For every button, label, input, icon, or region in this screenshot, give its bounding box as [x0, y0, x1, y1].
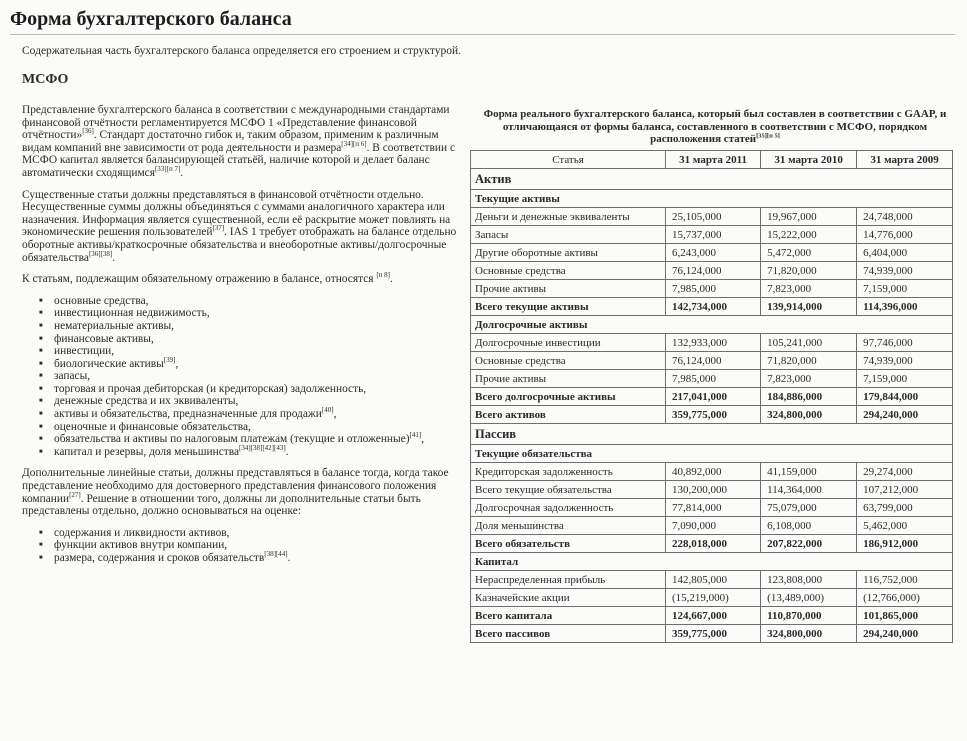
table-row — [471, 499, 953, 517]
value-cell: 142,805,000 — [666, 571, 761, 589]
assessment-criteria-list — [22, 527, 460, 565]
value-cell: 75,079,000 — [761, 499, 857, 517]
page-title: Форма бухгалтерского баланса — [10, 8, 292, 30]
value-cell: 123,808,000 — [761, 571, 857, 589]
value-cell: 179,844,000 — [857, 388, 953, 406]
footnote-ref[interactable]: [33][п 7] — [154, 165, 181, 174]
balance-sheet-table — [470, 150, 953, 643]
value-cell: 107,212,000 — [857, 481, 953, 499]
footnote-ref[interactable]: [35][п 5] — [756, 132, 780, 140]
value-cell: 7,823,000 — [761, 280, 857, 298]
row-label: Деньги и денежные эквиваленты — [471, 208, 666, 226]
list-item-text: запасы, — [54, 370, 91, 383]
text: К статьям, подлежащим обязательному отражению в балансе, относятся — [22, 273, 374, 286]
row-label: Пассив — [471, 424, 953, 445]
value-cell: 324,800,000 — [761, 406, 857, 424]
paragraph-2 — [22, 189, 460, 265]
value-cell: 71,820,000 — [761, 352, 857, 370]
value-cell: 7,823,000 — [761, 370, 857, 388]
value-cell: 359,775,000 — [666, 625, 761, 643]
mandatory-items-list — [22, 295, 460, 459]
list-item-text: активы и обязательства, предназначенные для продажи — [54, 408, 322, 421]
footnote-ref[interactable]: [36][38] — [88, 249, 113, 258]
table-body — [471, 169, 953, 643]
table-row — [471, 517, 953, 535]
value-cell: 7,159,000 — [857, 280, 953, 298]
row-label: Долгосрочные активы — [471, 316, 953, 334]
total-row — [471, 298, 953, 316]
list-item — [54, 408, 460, 421]
footnote-ref[interactable]: [36] — [82, 127, 94, 136]
table-row — [471, 280, 953, 298]
value-cell: 97,746,000 — [857, 334, 953, 352]
value-cell: 114,396,000 — [857, 298, 953, 316]
text: . В соответствии с МСФО капитал является балансирующей статьёй, наличие которой и делает баланс автоматически сходящимся — [22, 141, 455, 179]
table-row — [471, 571, 953, 589]
table-row — [471, 226, 953, 244]
footnote-ref[interactable]: [п 8] — [376, 271, 391, 280]
list-item-text: размера, содержания и сроков обязательств — [54, 552, 265, 564]
value-cell: 19,967,000 — [761, 208, 857, 226]
value-cell: 217,041,000 — [666, 388, 761, 406]
value-cell: 6,404,000 — [857, 244, 953, 262]
row-label: Другие оборотные активы — [471, 244, 666, 262]
row-label: Нераспределенная прибыль — [471, 571, 666, 589]
row-label: Всего текущие обязательства — [471, 481, 666, 499]
list-item-text: оценочные и финансовые обязательства, — [54, 420, 251, 433]
paragraph-4 — [22, 467, 460, 517]
row-label: Кредиторская задолженность — [471, 463, 666, 481]
list-item-text: функции активов внутри компании, — [54, 539, 228, 552]
value-cell: 63,799,000 — [857, 499, 953, 517]
value-cell: 29,274,000 — [857, 463, 953, 481]
value-cell: (13,489,000) — [761, 589, 857, 607]
list-item — [54, 446, 460, 459]
caption-text: Форма реального бухгалтерского баланса, который был составлен в соответствии с GAAP, и отличающаяся от формы баланса, составленного в соответствии с МСФО, порядком расположения статей — [483, 108, 947, 145]
footnote-ref[interactable]: [34][38][42][43] — [239, 444, 286, 453]
text: . Стандарт достаточно гибок и, таким образом, применим к различным видам компаний вне зависимости от рода деятельности и размера — [22, 129, 439, 154]
table-row — [471, 481, 953, 499]
list-item-text: финансовые активы, — [54, 332, 154, 345]
col-header-2011: 31 марта 2011 — [666, 151, 761, 169]
table-header-row — [471, 151, 953, 169]
punctuation: . — [285, 445, 289, 458]
subsection-row — [471, 445, 953, 463]
value-cell: 139,914,000 — [761, 298, 857, 316]
punctuation: . — [287, 552, 291, 564]
value-cell: 7,090,000 — [666, 517, 761, 535]
value-cell: 7,985,000 — [666, 280, 761, 298]
table-row — [471, 589, 953, 607]
value-cell: 5,472,000 — [761, 244, 857, 262]
value-cell: 25,105,000 — [666, 208, 761, 226]
footnote-ref[interactable]: [41] — [409, 431, 422, 440]
text: Существенные статьи должны представляться в финансовой отчётности отдельно. Несущественные суммы должны объединяться с суммами аналогичного характера или назначения. Информация является существенной, если её раскрытие может повлиять на экономические решения пользователей — [22, 188, 451, 239]
value-cell: 228,018,000 — [666, 535, 761, 553]
footnote-ref[interactable]: [27] — [69, 490, 81, 499]
value-cell: (15,219,000) — [666, 589, 761, 607]
section-row — [471, 424, 953, 445]
total-row — [471, 388, 953, 406]
footnote-ref[interactable]: [37] — [212, 224, 225, 233]
list-item — [54, 552, 460, 565]
footnote-ref[interactable]: [40] — [321, 406, 334, 415]
value-cell: 24,748,000 — [857, 208, 953, 226]
list-item — [54, 527, 460, 540]
paragraph-1 — [22, 104, 460, 180]
value-cell: 101,865,000 — [857, 607, 953, 625]
left-column — [22, 104, 460, 574]
table-caption — [470, 108, 960, 146]
value-cell: 76,124,000 — [666, 352, 761, 370]
value-cell: 110,870,000 — [761, 607, 857, 625]
list-item-text: торговая и прочая дебиторская (и кредиторская) задолженность, — [54, 382, 367, 395]
row-label: Всего пассивов — [471, 625, 666, 643]
value-cell: 124,667,000 — [666, 607, 761, 625]
subsection-row — [471, 190, 953, 208]
row-label: Доля меньшинства — [471, 517, 666, 535]
row-label: Прочие активы — [471, 280, 666, 298]
total-row — [471, 535, 953, 553]
punctuation: , — [421, 433, 425, 446]
row-label: Всего активов — [471, 406, 666, 424]
value-cell: 294,240,000 — [857, 406, 953, 424]
row-label: Капитал — [471, 553, 953, 571]
value-cell: 76,124,000 — [666, 262, 761, 280]
value-cell: 132,933,000 — [666, 334, 761, 352]
value-cell: 184,886,000 — [761, 388, 857, 406]
total-row — [471, 406, 953, 424]
row-label: Запасы — [471, 226, 666, 244]
value-cell: 105,241,000 — [761, 334, 857, 352]
total-row — [471, 607, 953, 625]
row-label: Казначейские акции — [471, 589, 666, 607]
subsection-row — [471, 553, 953, 571]
text: . — [180, 166, 184, 179]
table-row — [471, 208, 953, 226]
value-cell: 15,737,000 — [666, 226, 761, 244]
list-item-text: инвестиции, — [54, 345, 115, 358]
row-label: Долгосрочная задолженность — [471, 499, 666, 517]
table-row — [471, 244, 953, 262]
text: . — [112, 251, 116, 264]
list-item — [54, 333, 460, 346]
list-item — [54, 295, 460, 308]
paragraph-3 — [22, 273, 460, 286]
value-cell: 7,985,000 — [666, 370, 761, 388]
list-item — [54, 345, 460, 358]
table-row — [471, 370, 953, 388]
value-cell: 71,820,000 — [761, 262, 857, 280]
value-cell: 74,939,000 — [857, 352, 953, 370]
col-header-2009: 31 марта 2009 — [857, 151, 953, 169]
list-item-text: основные средства, — [54, 294, 149, 307]
row-label: Текущие активы — [471, 190, 953, 208]
list-item — [54, 395, 460, 408]
list-item — [54, 539, 460, 552]
row-label: Основные средства — [471, 352, 666, 370]
section-heading: МСФО — [22, 72, 69, 87]
footnote-ref[interactable]: [34][п 6] — [341, 139, 367, 148]
row-label: Всего обязательств — [471, 535, 666, 553]
subsection-row — [471, 316, 953, 334]
list-item-text: инвестиционная недвижимость, — [54, 307, 210, 320]
value-cell: 114,364,000 — [761, 481, 857, 499]
value-cell: 41,159,000 — [761, 463, 857, 481]
row-label: Основные средства — [471, 262, 666, 280]
value-cell: 15,222,000 — [761, 226, 857, 244]
value-cell: 294,240,000 — [857, 625, 953, 643]
value-cell: 324,800,000 — [761, 625, 857, 643]
text: . — [390, 273, 393, 286]
value-cell: 14,776,000 — [857, 226, 953, 244]
row-label: Актив — [471, 169, 953, 190]
text: . Решение в отношении того, должны ли дополнительные статьи быть представлены отдельно, должно основываться на оценке: — [22, 492, 421, 518]
list-item-text: денежные средства и их эквиваленты, — [54, 395, 239, 408]
row-label: Текущие обязательства — [471, 445, 953, 463]
section-row — [471, 169, 953, 190]
value-cell: 40,892,000 — [666, 463, 761, 481]
list-item-text: биологические активы — [54, 357, 164, 370]
value-cell: 207,822,000 — [761, 535, 857, 553]
punctuation: , — [333, 408, 337, 421]
footnote-ref[interactable]: [39] — [163, 355, 176, 364]
row-label: Долгосрочные инвестиции — [471, 334, 666, 352]
value-cell: 359,775,000 — [666, 406, 761, 424]
value-cell: 116,752,000 — [857, 571, 953, 589]
value-cell: (12,766,000) — [857, 589, 953, 607]
list-item — [54, 383, 460, 396]
value-cell: 186,912,000 — [857, 535, 953, 553]
row-label: Всего долгосрочные активы — [471, 388, 666, 406]
row-label: Всего текущие активы — [471, 298, 666, 316]
list-item — [54, 355, 460, 371]
col-header-2010: 31 марта 2010 — [761, 151, 857, 169]
text: Представление бухгалтерского баланса в соответствии с международными стандартами финансовой отчётности регламентируется МСФО 1 «Представление финансовой отчётности» — [22, 104, 450, 142]
punctuation: , — [175, 357, 179, 370]
table-row — [471, 334, 953, 352]
table-row — [471, 262, 953, 280]
table-row — [471, 352, 953, 370]
col-header-item: Статья — [471, 151, 666, 169]
row-label: Прочие активы — [471, 370, 666, 388]
list-item-text: обязательства и активы по налоговым платежам (текущие и отложенные) — [54, 433, 410, 446]
intro-text: Содержательная часть бухгалтерского баланса определяется его строением и структурой. — [22, 45, 461, 57]
value-cell: 74,939,000 — [857, 262, 953, 280]
total-row — [471, 625, 953, 643]
list-item-text: содержания и ликвидности активов, — [54, 526, 230, 539]
title-divider — [10, 34, 955, 35]
list-item-text: капитал и резервы, доля меньшинства — [54, 445, 240, 458]
text: . IAS 1 требует отображать на балансе отдельно оборотные активы/краткосрочные обязательства и внеоборотные активы/долгосрочные обязательства — [22, 226, 457, 264]
value-cell: 6,243,000 — [666, 244, 761, 262]
footnote-ref[interactable]: [38][44] — [264, 550, 288, 559]
value-cell: 7,159,000 — [857, 370, 953, 388]
list-item — [54, 370, 460, 383]
list-item — [54, 307, 460, 320]
list-item-text: нематериальные активы, — [54, 319, 174, 332]
value-cell: 130,200,000 — [666, 481, 761, 499]
value-cell: 6,108,000 — [761, 517, 857, 535]
value-cell: 77,814,000 — [666, 499, 761, 517]
text: Дополнительные линейные статьи, должны представляться в балансе тогда, когда такое представление необходимо для достоверного представления финансового положения компании — [22, 467, 449, 505]
value-cell: 5,462,000 — [857, 517, 953, 535]
list-item — [54, 421, 460, 434]
row-label: Всего капитала — [471, 607, 666, 625]
table-row — [471, 463, 953, 481]
value-cell: 142,734,000 — [666, 298, 761, 316]
list-item — [54, 320, 460, 333]
